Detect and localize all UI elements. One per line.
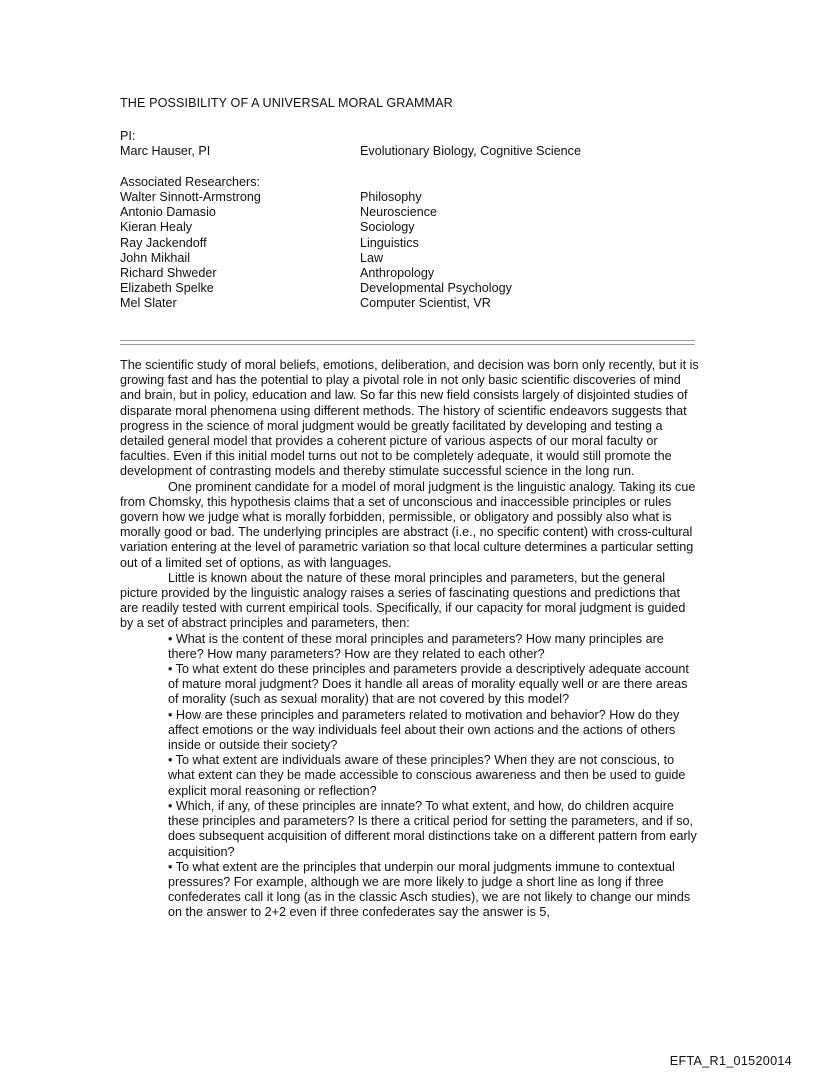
researcher-name: Mel Slater [120,296,177,311]
researcher-name: John Mikhail [120,250,190,265]
question-list [120,632,700,921]
document-title: THE POSSIBILITY OF A UNIVERSAL MORAL GRAMMAR [120,96,453,110]
list-item: • Which, if any, of these principles are innate? To what extent, and how, do children acquire these principles and parameters? Is there a critical period for setting the parameters, and if so, does subsequent acquisition of different moral distinctions take on a different pattern from early acquisition? [168,798,697,859]
list-item: • To what extent do these principles and parameters provide a descriptively adequate account of mature moral judgment? Does it handle all areas of morality equally well or are there areas of morality (such as sexual morality) that are not covered by this model? [168,662,689,707]
researcher-row [120,281,620,296]
body-text [120,358,700,921]
researcher-row [120,190,620,205]
researcher-field: Linguistics [360,235,419,250]
list-item: • To what extent are the principles that underpin our moral judgments immune to contextual pressures? For example, although we are more likely to judge a short line as long if three confederates call it long (as in the classic Asch studies), we are not likely to change our minds on the answer to 2+2 even if three confederates say the answer is 5, [168,859,691,920]
researcher-field: Law [360,250,384,265]
researcher-row [120,266,620,281]
researcher-name: Ray Jackendoff [120,235,207,250]
researcher-name: Elizabeth Spelke [120,281,214,296]
researcher-row [120,251,620,266]
section-divider [120,340,695,345]
researchers-list [120,190,620,312]
researcher-row [120,296,620,311]
researcher-name: Kieran Healy [120,220,193,235]
researcher-name: Richard Shweder [120,265,217,280]
researcher-field: Neuroscience [360,205,438,220]
paragraph: One prominent candidate for a model of moral judgment is the linguistic analogy. Taking its cue from Chomsky, this hypothesis claims that a set of unconscious and inaccessible principles or rules govern how we judge what is morally forbidden, permissible, or obligatory and possibly also what is morally good or bad. The underlying principles are abstract (i.e., no specific content) with cross-cultural variation entering at the level of parametric variation so that local culture determines a particular setting out of a limited set of options, as with languages. [120,479,696,570]
researcher-field: Anthropology [360,265,435,280]
pi-label: PI: [120,129,136,143]
list-item: • To what extent are individuals aware of these principles? When they are not conscious, to what extent can they be made accessible to conscious awareness and then be used to guide explicit moral reasoning or reflection? [168,753,686,798]
researcher-field: Developmental Psychology [360,281,512,296]
researcher-row [120,205,620,220]
paragraph: The scientific study of moral beliefs, emotions, deliberation, and decision was born only recently, but it is growing fast and has the potential to play a pivotal role in not only basic scientific discoveries of mind and brain, but in policy, education and law. So far this new field consists largely of disjointed studies of disparate moral phenomena using different methods. The history of scientific endeavors suggests that progress in the science of moral judgment would be greatly facilitated by developing and testing a detailed general model that provides a coherent picture of various aspects of our moral faculty or faculties. Even if this initial model turns out not to be completely adequate, it would still promote the development of contrasting models and thereby stimulate successful science in the long run. [120,358,699,479]
document-id: EFTA_R1_01520014 [669,1054,792,1068]
researcher-field: Sociology [360,220,415,235]
researcher-row [120,220,620,235]
list-item: • How are these principles and parameters related to motivation and behavior? How do they affect emotions or the way individuals feel about their own actions and the actions of others inside or outside their society? [168,707,680,753]
pi-name: Marc Hauser, PI [120,144,211,158]
researcher-row [120,236,620,251]
researcher-name: Antonio Damasio [120,205,216,220]
list-item: • What is the content of these moral principles and parameters? How many principles are there? How many parameters? How are they related to each other? [168,631,664,661]
associated-researchers-label: Associated Researchers: [120,175,260,189]
pi-field: Evolutionary Biology, Cognitive Science [360,144,581,158]
researcher-field: Philosophy [360,190,422,204]
researcher-name: Walter Sinnott-Armstrong [120,190,261,204]
researcher-field: Computer Scientist, VR [360,296,491,311]
paragraph: Little is known about the nature of these moral principles and parameters, but the general picture provided by the linguistic analogy raises a series of fascinating questions and predictions that are readily tested with current empirical tools. Specifically, if our capacity for moral judgment is guided by a set of abstract principles and parameters, then: [120,570,686,631]
